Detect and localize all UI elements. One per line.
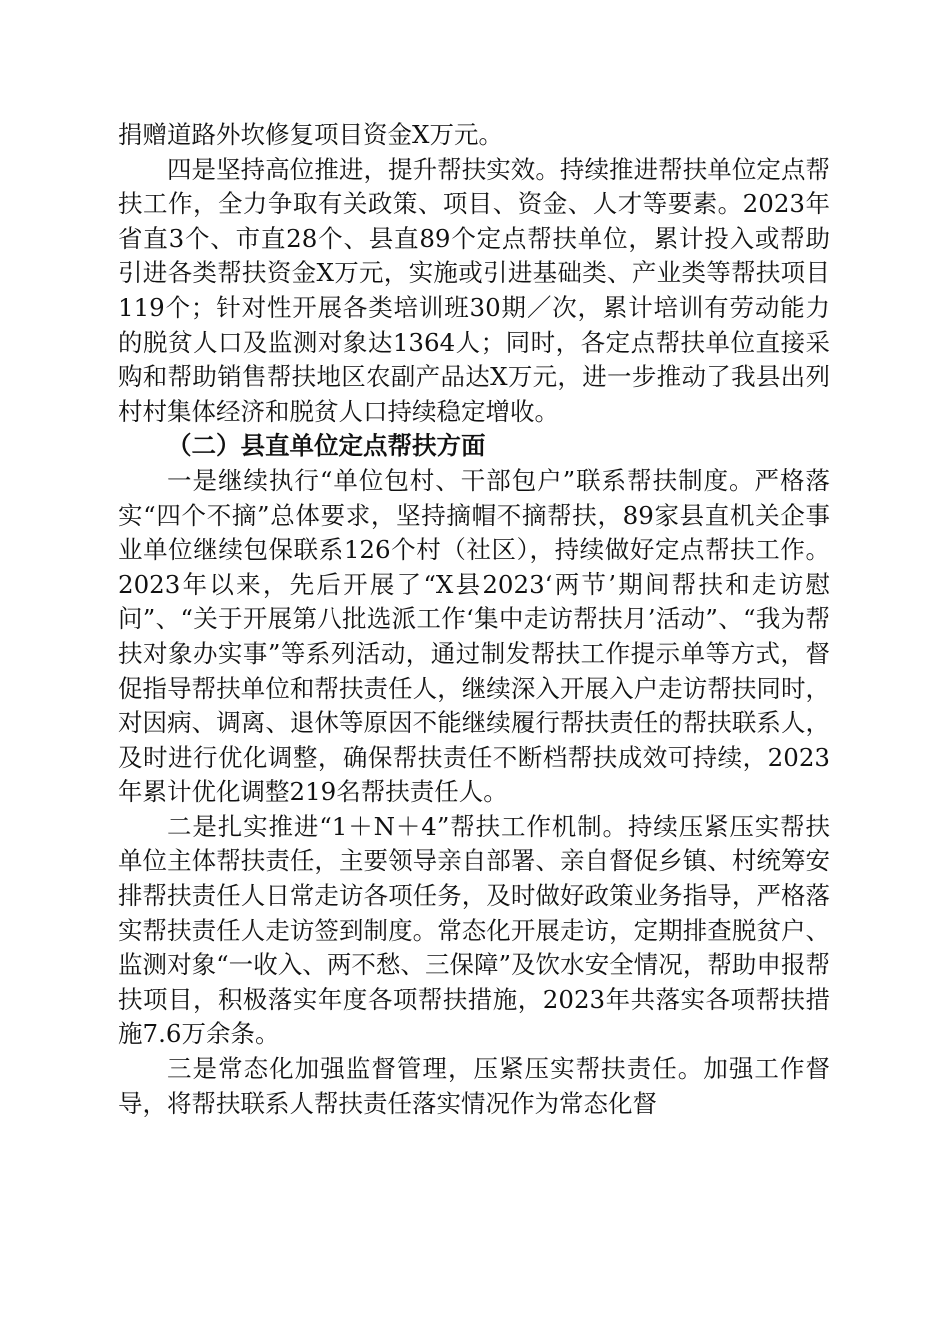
section-heading: （二）县直单位定点帮扶方面 (167, 431, 486, 461)
paragraph-point-two: 二是扎实推进“1＋N＋4”帮扶工作机制。持续压紧压实帮扶单位主体帮扶责任，主要领导亲自部署、亲自督促乡镇、村统筹安排帮扶责任人日常走访各项任务，及时做好政策业务指导，严格落实帮扶责任人走访签到制度。常态化开展走访，定期排查脱贫户、监测对象“一收入、两不愁、三保障”及饮水安全情况，帮助申报帮扶项目，积极落实年度各项帮扶措施，2023年共落实各项帮扶措施7.6万余条。 (118, 811, 830, 1049)
document-body (118, 118, 830, 1121)
paragraph-continuation: 捐赠道路外坎修复项目资金X万元。 (118, 120, 503, 149)
paragraph-point-four: 四是坚持高位推进，提升帮扶实效。持续推进帮扶单位定点帮扶工作，全力争取有关政策、项目、资金、人才等要素。2023年省直3个、市直28个、县直89个定点帮扶单位，累计投入或帮助引进各类帮扶资金X万元，实施或引进基础类、产业类等帮扶项目119个；针对性开展各类培训班30期／次，累计培训有劳动能力的脱贫人口及监测对象达1364人；同时，各定点帮扶单位直接采购和帮助销售帮扶地区农副产品达X万元，进一步推动了我县出列村村集体经济和脱贫人口持续稳定增收。 (118, 154, 830, 426)
paragraph-point-one: 一是继续执行“单位包村、干部包户”联系帮扶制度。严格落实“四个不摘”总体要求，坚持摘帽不摘帮扶，89家县直机关企事业单位继续包保联系126个村（社区），持续做好定点帮扶工作。2023年以来，先后开展了“X县2023‘两节’期间帮扶和走访慰问”、“关于开展第八批选派工作‘集中走访帮扶月’活动”、“我为帮扶对象办实事”等系列活动，通过制发帮扶工作提示单等方式，督促指导帮扶单位和帮扶责任人，继续深入开展入户走访帮扶同时，对因病、调离、退休等原因不能继续履行帮扶责任的帮扶联系人，及时进行优化调整，确保帮扶责任不断档帮扶成效可持续，2023年累计优化调整219名帮扶责任人。 (118, 465, 830, 807)
paragraph-point-three: 三是常态化加强监督管理，压紧压实帮扶责任。加强工作督导，将帮扶联系人帮扶责任落实情况作为常态化督 (118, 1054, 830, 1118)
